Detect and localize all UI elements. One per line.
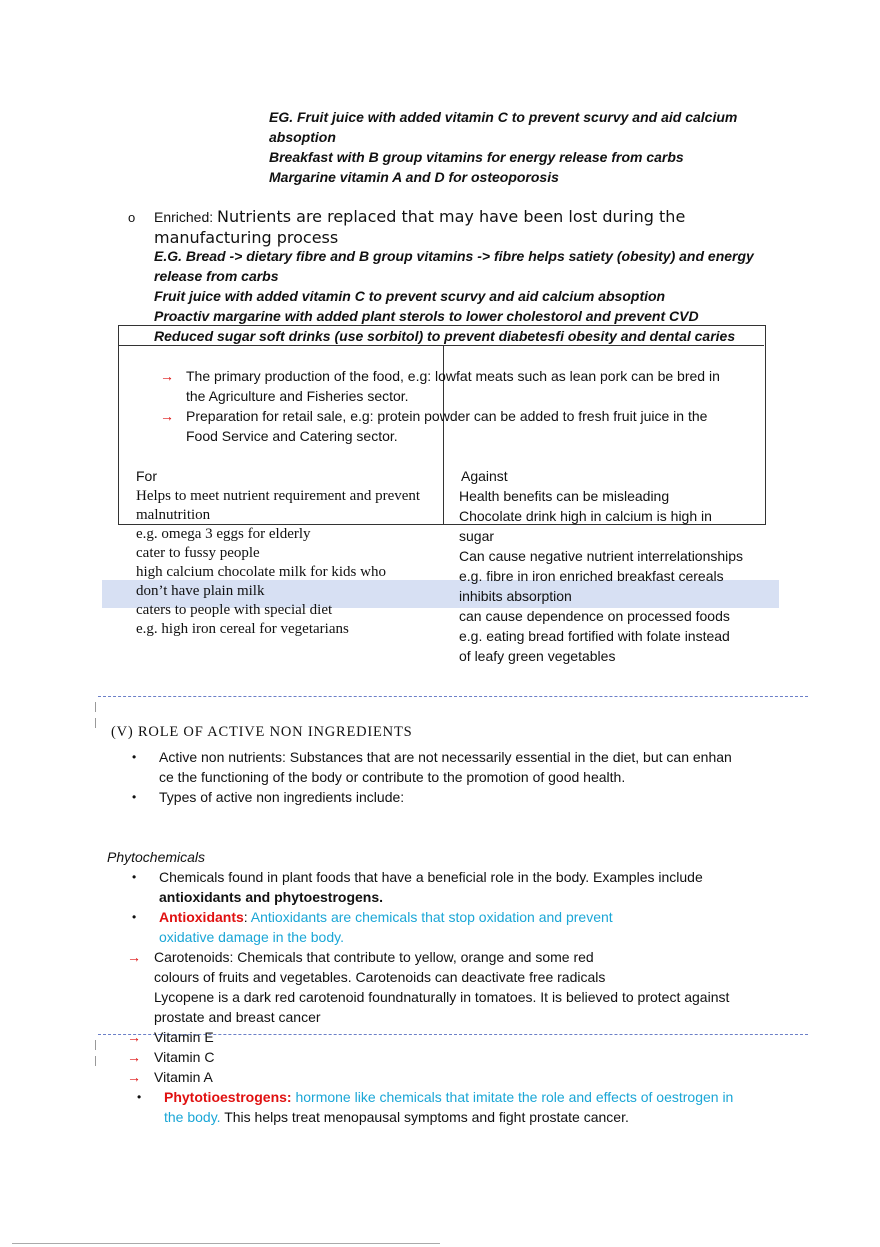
margin-tick bbox=[95, 718, 96, 728]
list-item: high calcium chocolate milk for kids who bbox=[136, 564, 386, 580]
margin-tick bbox=[95, 1056, 96, 1066]
list-item: malnutrition bbox=[136, 507, 211, 523]
list-item: e.g. eating bread fortified with folate instead bbox=[459, 628, 730, 644]
colon: : bbox=[243, 909, 248, 925]
phytoestrogens-text: the body. bbox=[164, 1109, 221, 1125]
enriched-text-cont: manufacturing process bbox=[154, 228, 339, 247]
arrow-icon: → bbox=[127, 1049, 141, 1065]
arrow-icon: → bbox=[160, 408, 174, 424]
production-line: Preparation for retail sale, e.g: protein powder can be added to fresh fruit juice in the bbox=[186, 408, 708, 424]
production-line: Food Service and Catering sector. bbox=[186, 428, 398, 444]
bullet-item bbox=[159, 747, 779, 787]
bullet-item bbox=[159, 907, 779, 947]
subsection-title: Phytochemicals bbox=[107, 849, 206, 865]
enriched-text: Nutrients are replaced that may have been lost during the bbox=[217, 207, 686, 226]
list-bullet-o: o bbox=[128, 210, 136, 225]
example-line: release from carbs bbox=[154, 268, 279, 284]
table-rule bbox=[118, 345, 764, 346]
production-item bbox=[186, 366, 776, 406]
paragraph-line: prostate and breast cancer bbox=[154, 1009, 321, 1025]
for-header: For bbox=[136, 468, 157, 484]
dashed-separator bbox=[98, 696, 808, 697]
list-item: can cause dependence on processed foods bbox=[459, 608, 730, 624]
arrow-icon: → bbox=[127, 949, 141, 965]
list-item: Can cause negative nutrient interrelationships bbox=[459, 548, 744, 564]
against-list bbox=[459, 486, 743, 666]
list-item: sugar bbox=[459, 528, 495, 544]
phytoestrogens-rest: This helps treat menopausal symptoms and fight prostate cancer. bbox=[220, 1109, 629, 1125]
vitamin-item: Vitamin A bbox=[154, 1069, 213, 1085]
example-line: E.G. Bread -> dietary fibre and B group vitamins -> fibre helps satiety (obesity) and energy bbox=[154, 248, 754, 264]
carotenoids-text bbox=[154, 947, 794, 1027]
antioxidants-label: Antioxidants bbox=[159, 909, 244, 925]
bullet-line: Active non nutrients: Substances that are not necessarily essential in the diet, but can enhan bbox=[159, 749, 732, 765]
bullet-icon: • bbox=[132, 910, 137, 924]
example-line: Reduced sugar soft drinks (use sorbitol) to prevent diabetesfi obesity and dental caries bbox=[154, 328, 736, 344]
list-item: e.g. high iron cereal for vegetarians bbox=[136, 621, 349, 637]
paragraph-line: Carotenoids: Chemicals that contribute to yellow, orange and some red bbox=[154, 949, 594, 965]
antioxidants-text: Antioxidants are chemicals that stop oxidation and prevent bbox=[247, 909, 613, 925]
footer-rule bbox=[12, 1243, 440, 1244]
bullet-icon: • bbox=[132, 790, 137, 804]
fortified-examples bbox=[269, 107, 737, 187]
bullet-item: Types of active non ingredients include: bbox=[159, 789, 405, 805]
list-item: Chocolate drink high in calcium is high in bbox=[459, 508, 712, 524]
phytoestrogens-text: hormone like chemicals that imitate the role and effects of oestrogen in bbox=[291, 1089, 734, 1105]
production-line: The primary production of the food, e.g: lowfat meats such as lean pork can be bred in bbox=[186, 368, 720, 384]
bullet-icon: • bbox=[132, 870, 137, 884]
margin-tick bbox=[95, 1040, 96, 1050]
paragraph-line: Lycopene is a dark red carotenoid foundnaturally in tomatoes. It is believed to protect against bbox=[154, 989, 730, 1005]
antioxidants-text: oxidative damage in the body. bbox=[159, 929, 344, 945]
list-item: caters to people with special diet bbox=[136, 602, 333, 618]
list-item: cater to fussy people bbox=[136, 545, 260, 561]
bullet-line: antioxidants and phytoestrogens. bbox=[159, 889, 384, 905]
enriched-definition bbox=[154, 207, 814, 247]
enriched-label: Enriched: bbox=[154, 209, 218, 225]
production-item bbox=[186, 406, 776, 446]
arrow-icon: → bbox=[127, 1029, 141, 1045]
list-item: e.g. fibre in iron enriched breakfast cereals bbox=[459, 568, 724, 584]
against-header: Against bbox=[461, 468, 508, 484]
bullet-item bbox=[164, 1087, 784, 1127]
bullet-icon: • bbox=[137, 1090, 142, 1104]
arrow-icon: → bbox=[127, 1069, 141, 1085]
paragraph-line: colours of fruits and vegetables. Carotenoids can deactivate free radicals bbox=[154, 969, 606, 985]
example-line: Fruit juice with added vitamin C to prevent scurvy and aid calcium absoption bbox=[154, 288, 666, 304]
list-item: Helps to meet nutrient requirement and prevent bbox=[136, 488, 421, 504]
example-line: Proactiv margarine with added plant sterols to lower cholestorol and prevent CVD bbox=[154, 308, 699, 324]
list-item: inhibits absorption bbox=[459, 588, 572, 604]
arrow-icon: → bbox=[160, 368, 174, 384]
list-item: Health benefits can be misleading bbox=[459, 488, 670, 504]
example-line: absoption bbox=[269, 129, 336, 145]
list-item: don’t have plain milk bbox=[136, 583, 265, 599]
list-item: of leafy green vegetables bbox=[459, 648, 616, 664]
bullet-item bbox=[159, 867, 779, 907]
phytoestrogens-label: Phytotioestrogens: bbox=[164, 1089, 292, 1105]
margin-tick bbox=[95, 702, 96, 712]
example-line: EG. Fruit juice with added vitamin C to prevent scurvy and aid calcium bbox=[269, 109, 738, 125]
example-line: Breakfast with B group vitamins for energy release from carbs bbox=[269, 149, 684, 165]
production-line: the Agriculture and Fisheries sector. bbox=[186, 388, 409, 404]
bullet-line: Chemicals found in plant foods that have a beneficial role in the body. Examples include bbox=[159, 869, 703, 885]
vitamin-item: Vitamin C bbox=[154, 1049, 215, 1065]
list-item: e.g. omega 3 eggs for elderly bbox=[136, 526, 311, 542]
bullet-icon: • bbox=[132, 750, 137, 764]
vitamin-item: Vitamin E bbox=[154, 1029, 214, 1045]
for-list bbox=[136, 487, 420, 639]
example-line: Margarine vitamin A and D for osteoporosis bbox=[269, 169, 559, 185]
section-heading: (V) ROLE OF ACTIVE NON INGREDIENTS bbox=[111, 724, 413, 740]
bullet-line: ce the functioning of the body or contribute to the promotion of good health. bbox=[159, 769, 626, 785]
